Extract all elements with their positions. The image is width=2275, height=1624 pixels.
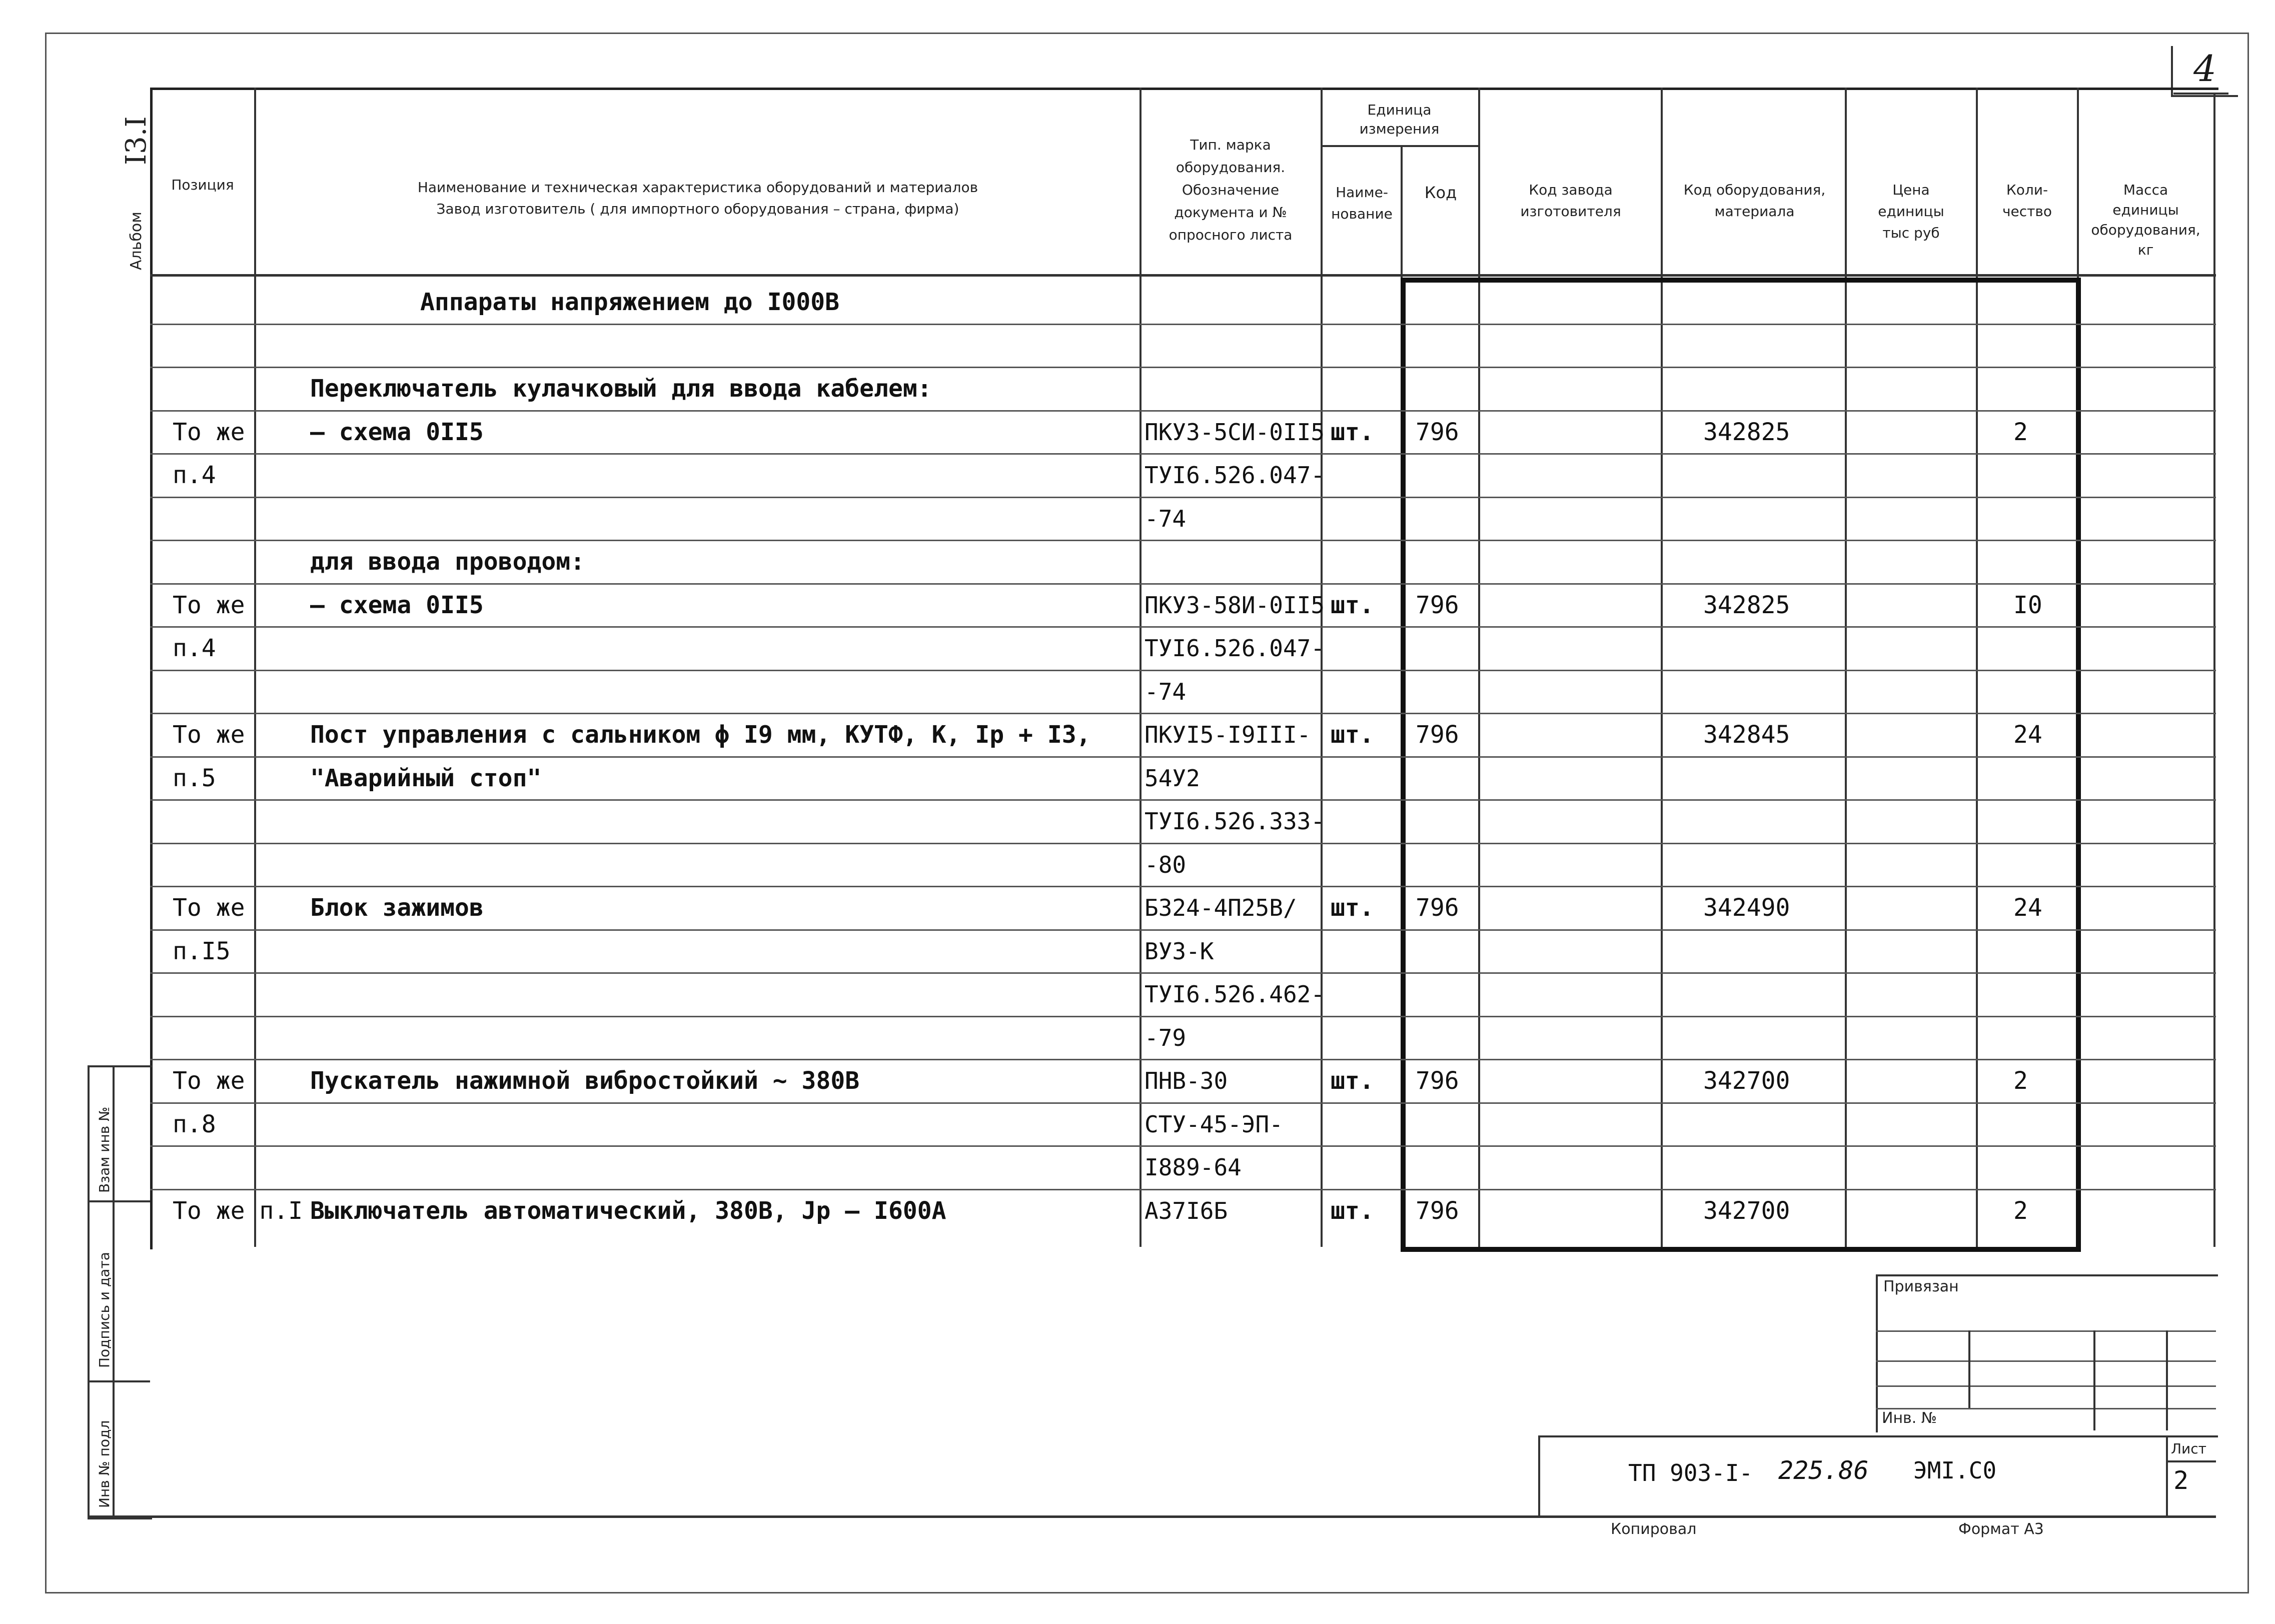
doc-code-hand: 225.86 <box>1778 1456 1869 1485</box>
col-line-4 <box>1401 145 1403 280</box>
col-line-3 <box>1321 88 1323 1247</box>
top-right-line <box>2173 93 2228 95</box>
cell-code: 796 <box>1416 591 1459 619</box>
hdr-unit-name-1: Наиме- <box>1336 184 1388 201</box>
cell-unit: шт. <box>1331 721 1374 749</box>
hdr-unit-group-2: измерения <box>1359 121 1440 137</box>
row-divider <box>150 843 2216 844</box>
thick-top <box>1401 278 2081 283</box>
cell-qty: 2 <box>2013 1196 2028 1225</box>
hdr-price-1: Цена <box>1892 182 1930 198</box>
cell-name: Пускатель нажимной вибростойкий ~ 380В <box>310 1067 860 1095</box>
row-divider <box>150 1145 2216 1147</box>
cell-name: для ввода проводом: <box>310 548 585 576</box>
col-line-8 <box>1976 88 1978 1247</box>
sheet-mark: ЭМI.С0 <box>1913 1457 1997 1484</box>
row-divider <box>150 670 2216 671</box>
cell-pos: То же <box>173 894 245 922</box>
hdr-plant-code-2: изготовителя <box>1520 203 1621 220</box>
cell-name: – схема 0II5 <box>310 418 484 446</box>
cell-name: Пост управления с сальником ϕ I9 мм, КУТФ, К, Iр + I3, <box>310 721 1091 749</box>
hdr-name-1: Наименование и техническая характеристика оборудований и материалов <box>417 179 978 196</box>
cell-pos: То же <box>173 591 245 619</box>
row-divider <box>150 1102 2216 1104</box>
hdr-mass-4: кг <box>2137 242 2154 258</box>
cell-pos: п.8 <box>173 1110 216 1138</box>
cell-pos: п.4 <box>173 461 216 489</box>
hdr-equip-code-1: Код оборудования, <box>1683 182 1826 198</box>
hdr-plant-code-1: Код завода <box>1529 182 1613 198</box>
cell-qty: 24 <box>2013 721 2042 749</box>
hdr-price-3: тыс руб <box>1882 225 1940 241</box>
cell-pos: п.I5 <box>173 937 231 965</box>
row-divider <box>150 1016 2216 1017</box>
album-label: Альбом <box>128 212 145 270</box>
cell-pos: п.5 <box>173 764 216 792</box>
code-block-sheet-divider <box>2166 1435 2168 1515</box>
cell-type: ТУI6.526.047- <box>1145 462 1325 489</box>
hdr-unit-code: Код <box>1424 183 1457 202</box>
side-stamp-divider <box>113 1065 115 1515</box>
cell-equip: 342825 <box>1703 418 1790 446</box>
cell-type: ТУI6.526.462- <box>1145 981 1325 1008</box>
row-divider <box>150 367 2216 368</box>
cell-type: ТУI6.526.047- <box>1145 635 1325 662</box>
cell-name: "Аварийный стоп" <box>310 764 542 792</box>
side-stamp-sep-1 <box>88 1200 150 1202</box>
hdr-qty-2: чество <box>2002 203 2052 220</box>
hdr-type-4: документа и № <box>1174 204 1287 221</box>
stamp-inv-original: Инв № подл <box>96 1420 113 1508</box>
cell-name: – схема 0II5 <box>310 591 484 619</box>
cell-unit: шт. <box>1331 418 1374 446</box>
cell-type: ТУI6.526.333- <box>1145 808 1325 835</box>
cell-type: -79 <box>1145 1024 1187 1051</box>
cell-type: I889-64 <box>1145 1154 1242 1181</box>
cell-equip: 342845 <box>1703 721 1790 749</box>
row-divider <box>150 540 2216 541</box>
hdr-position: Позиция <box>171 177 234 193</box>
hdr-mass-2: единицы <box>2112 202 2179 218</box>
col-line-1 <box>254 88 256 1247</box>
thick-left <box>1401 278 1406 1252</box>
cell-pos: То же <box>173 418 245 446</box>
hdr-type-3: Обозначение <box>1182 182 1280 198</box>
cell-type: 54У2 <box>1145 764 1200 792</box>
cell-pos: То же п.I <box>173 1196 303 1225</box>
hdr-mass-3: оборудования, <box>2091 222 2200 238</box>
header-divider <box>150 274 2216 277</box>
hdr-name-2: Завод изготовитель ( для импортного оборудования – страна, фирма) <box>436 201 959 217</box>
cell-type: ПКУЗ-58И-0II5 <box>1145 591 1325 619</box>
cell-equip: 342700 <box>1703 1067 1790 1095</box>
inv-label: Инв. № <box>1882 1409 1937 1427</box>
cell-pos: п.4 <box>173 634 216 662</box>
sheet-label-line <box>2166 1460 2216 1462</box>
cell-type: Б324-4П25В/ <box>1145 894 1297 921</box>
cell-code: 796 <box>1416 1196 1459 1225</box>
row-divider <box>150 453 2216 455</box>
hdr-price-2: единицы <box>1878 203 1944 220</box>
cell-equip: 342700 <box>1703 1196 1790 1225</box>
row-divider <box>150 626 2216 628</box>
cell-code: 796 <box>1416 894 1459 922</box>
cell-qty: 2 <box>2013 418 2028 446</box>
row-divider <box>150 886 2216 887</box>
stamp-signature-date: Подпись и дата <box>96 1252 113 1368</box>
row-divider <box>150 1189 2216 1190</box>
cell-name: Блок зажимов <box>310 894 484 922</box>
cell-type: ПНВ-30 <box>1145 1067 1228 1094</box>
col-line-5 <box>1478 88 1480 1247</box>
cell-pos: То же <box>173 1067 245 1095</box>
row-divider <box>150 410 2216 412</box>
attached-col-3 <box>2166 1330 2168 1430</box>
attached-line-2 <box>1876 1360 2216 1362</box>
cell-type: -74 <box>1145 505 1187 532</box>
cell-equip: 342490 <box>1703 894 1790 922</box>
attached-label: Привязан <box>1883 1278 1959 1295</box>
cell-unit: шт. <box>1331 591 1374 619</box>
cell-equip: 342825 <box>1703 591 1790 619</box>
row-divider <box>150 799 2216 801</box>
cell-name: Переключатель кулачковый для ввода кабелем: <box>310 375 932 403</box>
cell-unit: шт. <box>1331 1067 1374 1095</box>
cell-type: ВУЗ-К <box>1145 937 1214 965</box>
attached-line-1 <box>1876 1330 2216 1332</box>
hdr-mass-1: Масса <box>2123 182 2168 198</box>
hdr-unit-group-1: Единица <box>1367 102 1432 118</box>
row-divider <box>150 972 2216 974</box>
copied-label: Копировал <box>1611 1520 1697 1538</box>
cell-type: ПКУI5-I9III- <box>1145 721 1311 748</box>
cell-type: СТУ-45-ЭП- <box>1145 1110 1283 1138</box>
hdr-unit-name-2: нование <box>1331 206 1393 222</box>
thick-right <box>2076 278 2081 1252</box>
cell-unit: шт. <box>1331 1196 1374 1225</box>
row-divider <box>150 756 2216 758</box>
unit-group-divider <box>1321 145 1478 147</box>
row-divider <box>150 583 2216 585</box>
album-code: I3.I <box>120 116 153 165</box>
cell-name: Выключатель автоматический, 380В, Jр – I600А <box>310 1196 946 1225</box>
format-label: Формат А3 <box>1958 1520 2044 1538</box>
row-divider <box>150 713 2216 714</box>
row-divider <box>150 1059 2216 1060</box>
hdr-qty-1: Коли- <box>2006 182 2048 198</box>
row-divider <box>150 497 2216 498</box>
stamp-replace-inv: Взам инв № <box>96 1106 113 1193</box>
cell-type: А37I6Б <box>1145 1197 1228 1224</box>
cell-code: 796 <box>1416 1067 1459 1095</box>
col-line-7 <box>1845 88 1847 1247</box>
thick-bottom <box>1401 1247 2081 1252</box>
hdr-type-2: оборудования. <box>1176 159 1286 176</box>
attached-col-1 <box>1968 1330 1970 1408</box>
cell-qty: 2 <box>2013 1067 2028 1095</box>
cell-type: -80 <box>1145 851 1187 878</box>
sheet-number: 2 <box>2173 1466 2189 1495</box>
row-divider <box>150 929 2216 931</box>
attached-col-2 <box>2093 1330 2095 1430</box>
row-divider <box>150 324 2216 325</box>
cell-type: ПКУЗ-5СИ-0II5 <box>1145 418 1325 446</box>
cell-code: 796 <box>1416 418 1459 446</box>
cell-code: 796 <box>1416 721 1459 749</box>
hdr-equip-code-2: материала <box>1714 203 1795 220</box>
sheet-label: Лист <box>2171 1440 2206 1457</box>
cell-qty: I0 <box>2013 591 2042 619</box>
cell-unit: шт. <box>1331 894 1374 922</box>
cell-name: Аппараты напряжением до I000В <box>420 288 840 316</box>
cell-type: -74 <box>1145 678 1187 705</box>
side-stamp-sep-2 <box>88 1380 150 1382</box>
cell-qty: 24 <box>2013 894 2042 922</box>
col-line-2 <box>1140 88 1142 1247</box>
doc-code-prefix: ТП 903-I- <box>1628 1459 1753 1486</box>
hdr-type-1: Тип. марка <box>1190 137 1271 153</box>
corner-sheet-number: 4 <box>2193 48 2216 90</box>
col-line-6 <box>1661 88 1663 1247</box>
hdr-type-5: опросного листа <box>1169 227 1293 243</box>
attached-line-3 <box>1876 1385 2216 1387</box>
cell-pos: То же <box>173 721 245 749</box>
